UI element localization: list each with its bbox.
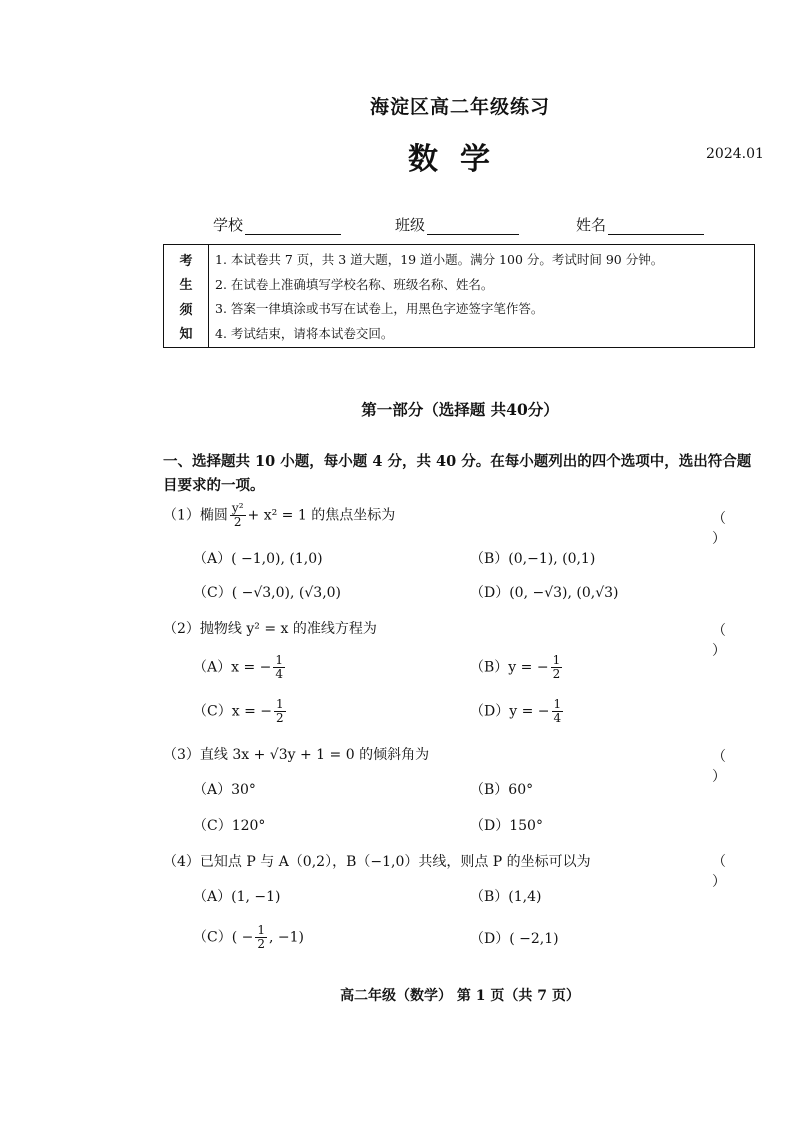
- option-label: （B）: [470, 659, 509, 676]
- answer-parentheses[interactable]: （ ）: [712, 623, 750, 659]
- fraction-numerator: 1: [553, 697, 562, 711]
- answer-parentheses[interactable]: （ ）: [712, 511, 750, 547]
- class-label: 班级: [395, 216, 426, 234]
- name-label: 姓名: [576, 216, 607, 234]
- fraction-numerator: y²: [231, 501, 244, 515]
- notice-side-char: 生: [179, 278, 193, 294]
- school-label: 学校: [213, 216, 244, 234]
- notice-items: [209, 245, 754, 347]
- notice-side-char: 知: [179, 327, 193, 343]
- option-a[interactable]: （A）( −1,0), (1,0): [193, 551, 323, 567]
- subject-title: 数学: [408, 142, 512, 177]
- notice-item: 2. 在试卷上准确填写学校名称、班级名称、姓名。: [215, 276, 494, 292]
- school-field: [213, 214, 341, 235]
- school-blank[interactable]: [245, 218, 341, 235]
- fraction-denominator: 2: [275, 711, 284, 725]
- option-c[interactable]: （C）( −√3,0), (√3,0): [193, 585, 342, 601]
- option-b[interactable]: [470, 654, 564, 681]
- answer-parentheses[interactable]: （ ）: [712, 749, 750, 785]
- option-c[interactable]: [193, 698, 288, 725]
- name-blank[interactable]: [608, 218, 704, 235]
- option-a[interactable]: [193, 654, 287, 681]
- option-b[interactable]: （B）(1,4): [470, 889, 542, 905]
- question-3-stem: [163, 744, 429, 764]
- fraction-denominator: 4: [275, 667, 284, 681]
- option-c[interactable]: [193, 924, 304, 951]
- fraction: [552, 698, 564, 725]
- question-text: 抛物线 y² = x 的准线方程为: [199, 621, 377, 637]
- option-d[interactable]: （D）( −2,1): [470, 931, 559, 947]
- option-a[interactable]: （A）(1, −1): [193, 889, 281, 905]
- question-1-stem: [163, 502, 395, 529]
- question-text: + x² = 1 的焦点坐标为: [247, 507, 396, 524]
- option-text: y = −: [508, 659, 549, 676]
- exam-title: 海淀区高二年级练习: [369, 96, 550, 118]
- fraction-numerator: 1: [552, 653, 561, 667]
- question-text: 已知点 P 与 A（0,2），B（−1,0）共线，则点 P 的坐标可以为: [199, 854, 591, 870]
- fraction-numerator: 1: [275, 653, 284, 667]
- option-label: （C）: [193, 703, 232, 720]
- fraction-denominator: 2: [233, 515, 242, 529]
- fraction-numerator: 1: [257, 923, 266, 937]
- notice-item: 4. 考试结束，请将本试卷交回。: [215, 325, 394, 341]
- fraction-denominator: 2: [552, 667, 561, 681]
- option-text: , −1): [269, 929, 305, 946]
- notice-side-char: 须: [179, 302, 193, 318]
- exam-date: 2024.01: [706, 146, 764, 162]
- option-a[interactable]: （A）30°: [193, 782, 256, 798]
- question-4-stem: [163, 851, 591, 871]
- option-d[interactable]: （D）(0, −√3), (0,√3): [470, 585, 619, 601]
- option-label: （C）: [193, 929, 232, 946]
- notice-item: 3. 答案一律填涂或书写在试卷上，用黑色字迹签字笔作答。: [215, 301, 544, 317]
- question-2-stem: [163, 618, 377, 638]
- fraction: [551, 654, 563, 681]
- notice-side-label: [164, 245, 209, 347]
- option-text: x = −: [231, 659, 272, 676]
- name-field: [576, 214, 704, 235]
- question-number: （3）: [163, 747, 200, 763]
- section-intro: 一、选择题共 10 小题，每小题 4 分，共 40 分。在每小题列出的四个选项中，选出符合题目要求的一项。: [163, 453, 752, 494]
- notice-side-char: 考: [179, 253, 193, 269]
- option-c[interactable]: （C）120°: [193, 818, 266, 834]
- page-footer: 高二年级（数学） 第 1 页（共 7 页）: [340, 988, 580, 1004]
- question-text: 椭圆: [199, 507, 228, 524]
- option-text: ( −: [231, 929, 254, 946]
- fraction: [273, 654, 285, 681]
- notice-box: [163, 244, 755, 348]
- option-d[interactable]: [470, 698, 565, 725]
- answer-parentheses[interactable]: （ ）: [712, 854, 750, 890]
- fraction: [274, 698, 286, 725]
- fraction: [255, 924, 267, 951]
- question-number: （4）: [163, 854, 200, 870]
- class-field: [395, 214, 519, 235]
- option-label: （D）: [470, 703, 510, 720]
- part-one-title: 第一部分（选择题 共40分）: [361, 400, 559, 419]
- fraction-denominator: 2: [257, 937, 266, 951]
- question-text: 直线 3x + √3y + 1 = 0 的倾斜角为: [199, 747, 430, 763]
- option-b[interactable]: （B）60°: [470, 782, 534, 798]
- option-d[interactable]: （D）150°: [470, 818, 543, 834]
- fraction-numerator: 1: [275, 697, 284, 711]
- option-text: x = −: [231, 703, 272, 720]
- fraction: [230, 502, 246, 529]
- option-b[interactable]: （B）(0,−1), (0,1): [470, 551, 596, 567]
- class-blank[interactable]: [427, 218, 519, 235]
- option-text: y = −: [509, 703, 550, 720]
- notice-item: 1. 本试卷共 7 页，共 3 道大题，19 道小题。满分 100 分。考试时间 90 分钟。: [215, 252, 664, 268]
- question-number: （2）: [163, 621, 200, 637]
- question-number: （1）: [163, 507, 200, 524]
- fraction-denominator: 4: [553, 711, 562, 725]
- option-label: （A）: [193, 659, 232, 676]
